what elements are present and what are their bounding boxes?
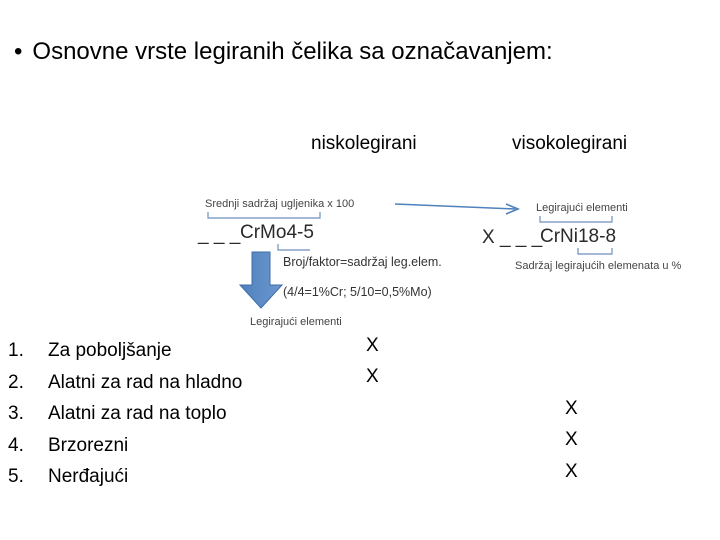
elements-bracket [540,216,612,222]
connector-line [395,204,515,209]
down-arrow-icon [240,252,282,308]
column-header-low-alloy: niskolegirani [311,133,417,154]
column-header-high-alloy: visokolegirani [512,133,628,154]
list-item [8,335,242,367]
item-label: Alatni za rad na hladno [48,371,243,393]
list-item [8,430,242,462]
high-alloy-prefix: X _ _ _ [482,227,543,248]
carbon-content-label: Srednji sadržaj ugljenika x 100 [205,198,355,210]
steel-types-list [8,335,242,493]
item-number: 4. [8,434,24,456]
mark-high-alloy-5: X [565,461,578,482]
item-number: 1. [8,340,24,361]
carbon-placeholder-dashes: _ _ _ [198,224,241,245]
item-number: 2. [8,371,24,393]
alloying-elements-label-right: Legirajući elementi [536,202,628,214]
mark-low-alloy-2: X [366,366,379,387]
steel-code-high-alloy: CrNi18-8 [540,226,617,247]
carbon-bracket [208,212,320,218]
percent-bracket [578,248,612,254]
list-item [8,367,242,399]
title-text: Osnovne vrste legiranih čelika sa označavanjem: [32,38,553,65]
list-item [8,398,242,430]
item-label: Brzorezni [48,434,129,456]
item-number: 5. [8,466,24,487]
factor-example: (4/4=1%Cr; 5/10=0,5%Mo) [283,285,432,299]
item-label: Nerđajući [48,466,129,487]
mark-high-alloy-3: X [565,398,578,419]
title-bullet: • [14,38,23,65]
factor-bracket [278,244,310,250]
item-number: 3. [8,403,24,424]
alloy-content-percent-label: Sadržaj legirajućih elemenata u % [515,260,682,272]
item-label: Za poboljšanje [48,340,172,361]
item-label: Alatni za rad na toplo [48,403,227,424]
factor-label: Broj/faktor=sadržaj leg.elem. [283,255,442,269]
mark-low-alloy-1: X [366,335,379,356]
slide-title [14,38,553,66]
connector-arrowhead-icon [506,204,518,214]
alloying-elements-label-left: Legirajući elementi [250,316,342,328]
list-item [8,461,242,493]
steel-code-low-alloy: CrMo4-5 [240,222,314,243]
mark-high-alloy-4: X [565,429,578,450]
